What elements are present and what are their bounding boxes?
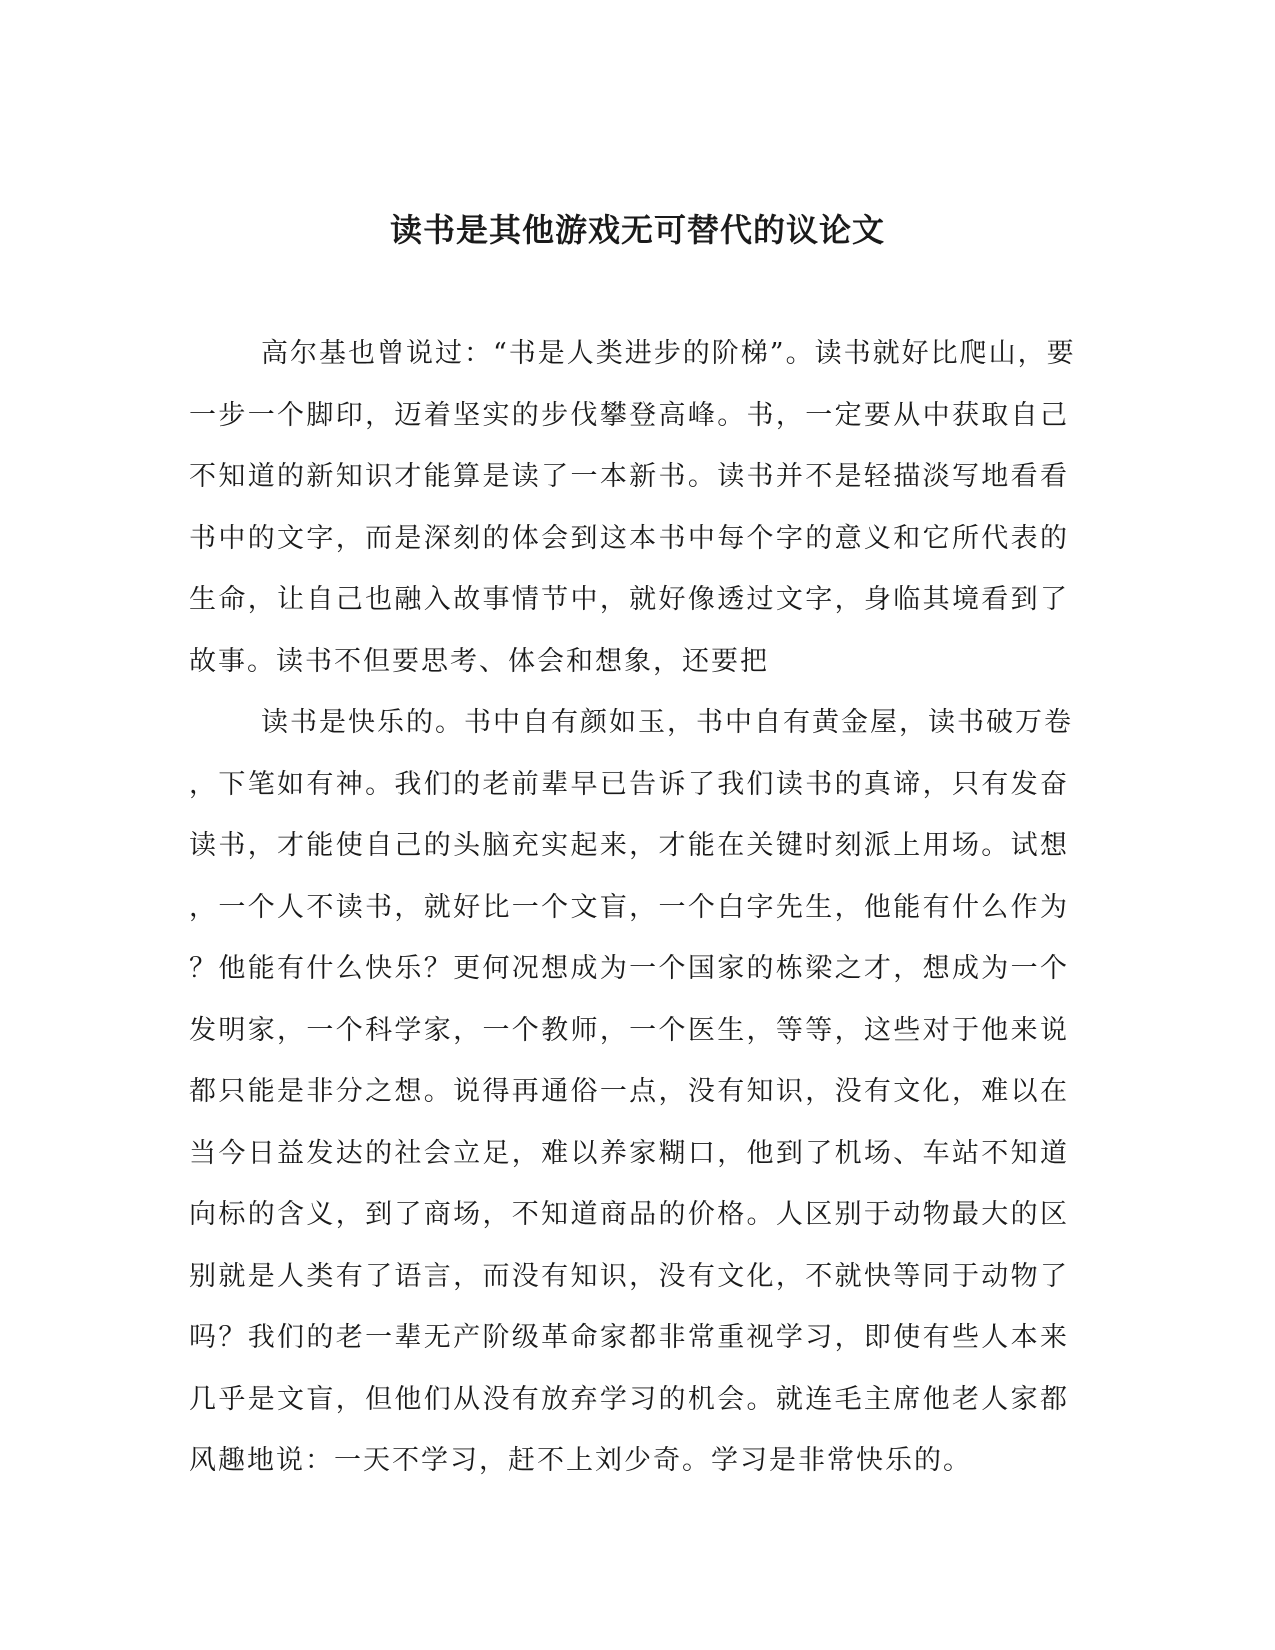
text-line: ，一个人不读书，就好比一个文盲，一个白字先生，他能有什么作为 [189, 891, 1069, 923]
text-line: 生命，让自己也融入故事情节中，就好像透过文字，身临其境看到了 [189, 584, 1069, 615]
paragraph-1 [189, 323, 1076, 692]
text-line: 当今日益发达的社会立足，难以养家糊口，他到了机场、车站不知道 [189, 1137, 1069, 1169]
document-body [189, 323, 1076, 1492]
text-line: 不知道的新知识才能算是读了一本新书。读书并不是轻描淡写地看看 [189, 461, 1069, 492]
text-line: 向标的含义，到了商场，不知道商品的价格。人区别于动物最大的区 [189, 1199, 1069, 1230]
text-line: 别就是人类有了语言，而没有知识，没有文化，不就快等同于动物了 [189, 1260, 1069, 1292]
text-line: 发明家，一个科学家，一个教师，一个医生，等等，这些对于他来说 [189, 1014, 1069, 1046]
text-line: 书中的文字，而是深刻的体会到这本书中每个字的意义和它所代表的 [189, 522, 1069, 554]
text-line: 一步一个脚印，迈着坚实的步伐攀登高峰。书，一定要从中获取自己 [189, 399, 1069, 431]
document-title: 读书是其他游戏无可替代的议论文 [389, 211, 885, 249]
text-line: 读书，才能使自己的头脑充实起来，才能在关键时刻派上用场。试想 [189, 830, 1069, 861]
text-line: 几乎是文盲，但他们从没有放弃学习的机会。就连毛主席他老人家都 [189, 1383, 1069, 1415]
text-line: 高尔基也曾说过：“书是人类进步的阶梯”。读书就好比爬山，要 [261, 338, 1076, 369]
text-line: 风趣地说：一天不学习，赶不上刘少奇。学习是非常快乐的。 [189, 1445, 972, 1476]
text-line: 读书是快乐的。书中自有颜如玉，书中自有黄金屋，读书破万卷 [261, 707, 1073, 738]
text-line: 吗？我们的老一辈无产阶级革命家都非常重视学习，即使有些人本来 [189, 1322, 1069, 1353]
text-line: ，下笔如有神。我们的老前辈早已告诉了我们读书的真谛，只有发奋 [189, 768, 1069, 800]
text-line: 故事。读书不但要思考、体会和想象，还要把 [189, 645, 769, 677]
paragraph-2 [189, 692, 1073, 1492]
text-line: ？他能有什么快乐？更何况想成为一个国家的栋梁之才，想成为一个 [189, 953, 1069, 984]
text-line: 都只能是非分之想。说得再通俗一点，没有知识，没有文化，难以在 [189, 1076, 1069, 1107]
